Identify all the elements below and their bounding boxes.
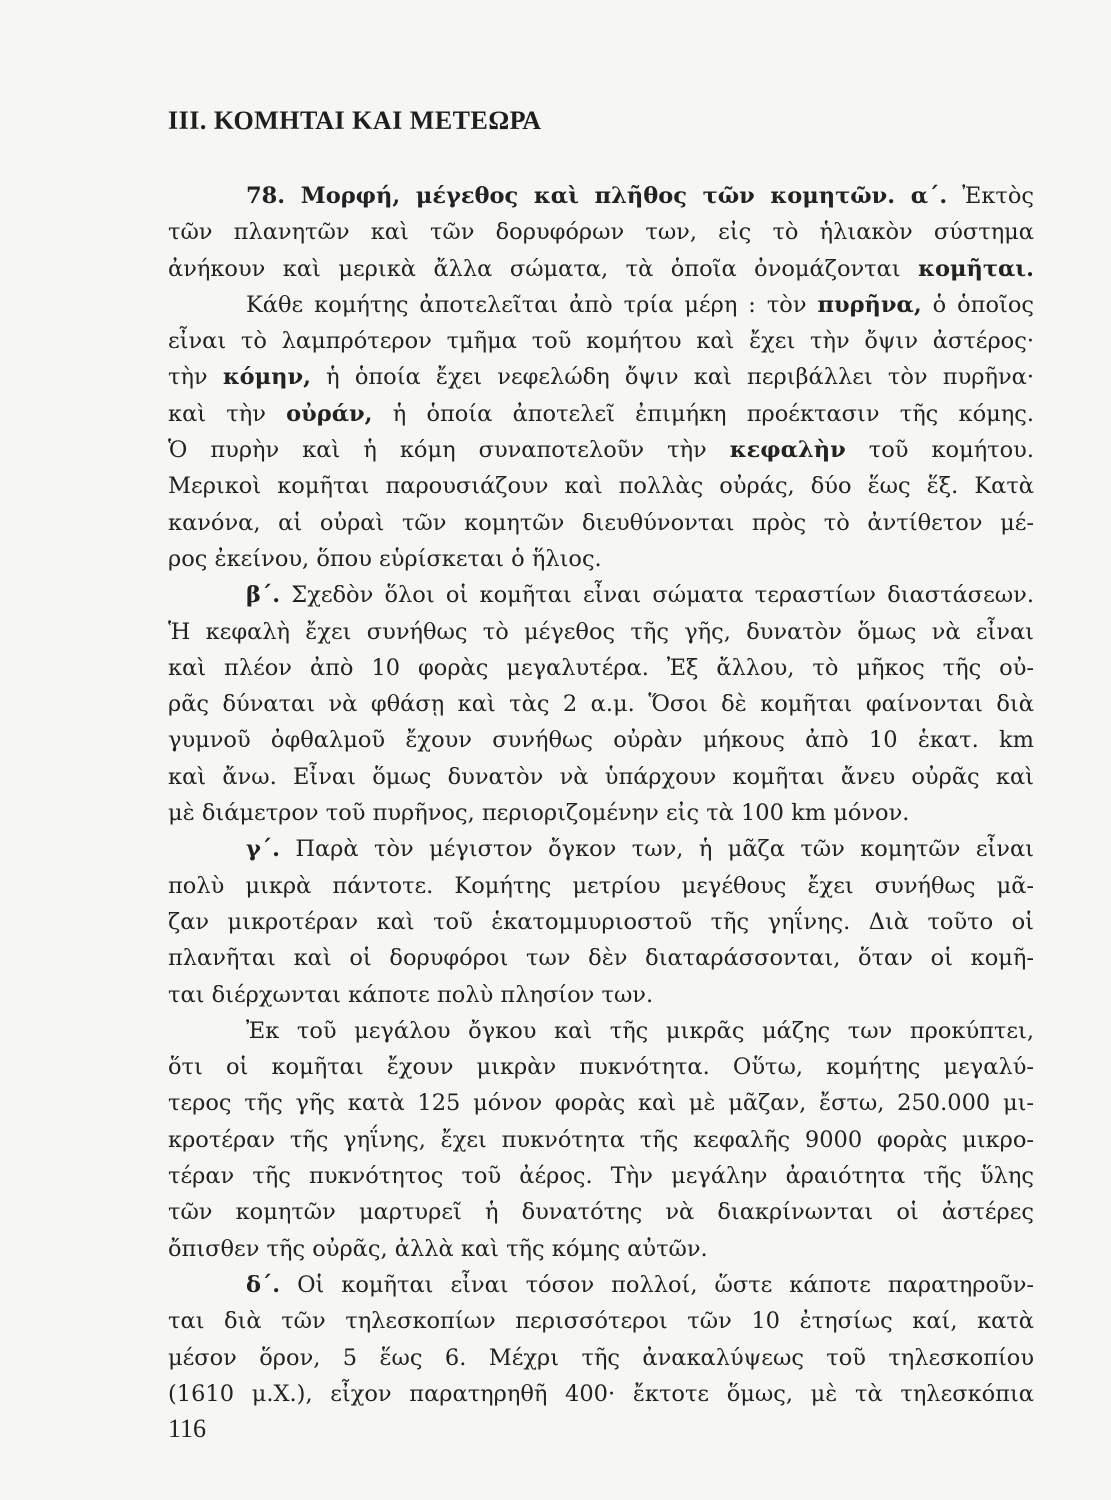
text-line	[168, 795, 1034, 831]
text-segment: Ἐκτὸς	[947, 183, 1034, 209]
text-line	[168, 577, 1034, 613]
text-line	[168, 214, 1034, 250]
text-line	[168, 831, 1034, 867]
bold-text: δ΄.	[246, 1271, 281, 1298]
text-line	[168, 614, 1034, 650]
bold-text: κομῆται.	[918, 255, 1034, 282]
text-line	[168, 1049, 1034, 1085]
text-segment: Παρὰ τὸν μέγιστον ὄγκον των, ἡ μᾶζα τῶν κομητῶν εἶναι	[279, 836, 1034, 863]
text-segment: κανόνα, αἱ οὐραὶ τῶν κομητῶν διευθύνονται πρὸς τὸ ἀντίθετον μέ-	[168, 509, 1034, 536]
bold-text: γ΄.	[246, 836, 280, 863]
text-line	[168, 650, 1034, 686]
text-line	[168, 1122, 1034, 1158]
text-line	[168, 977, 1034, 1013]
text-line	[168, 1158, 1034, 1194]
text-segment: τῶν κομητῶν μαρτυρεῖ ἡ δυνατότης νὰ διακρίνωνται οἱ ἀστέρες	[168, 1199, 1034, 1226]
text-segment: καὶ ἄνω. Εἶναι ὅμως δυνατὸν νὰ ὑπάρχουν κομῆται ἄνευ οὐρᾶς καὶ	[168, 763, 1034, 790]
text-line	[168, 868, 1034, 904]
text-segment: πολὺ μικρὰ πάντοτε. Κομήτης μετρίου μεγέθους ἔχει συνήθως μᾶ-	[168, 872, 1034, 899]
text-segment: Κάθε κομήτης ἀποτελεῖται ἀπὸ τρία μέρη : τὸν	[246, 291, 818, 318]
text-segment: τὴν	[168, 364, 223, 391]
text-line	[168, 505, 1034, 541]
body-text	[168, 178, 1034, 1412]
text-line	[168, 686, 1034, 722]
text-segment: πλανῆται καὶ οἱ δορυφόροι των δὲν διαταράσσονται, ὅταν οἱ κομῆ-	[168, 945, 1034, 972]
text-line	[168, 1013, 1034, 1049]
text-segment: τοῦ κομήτου.	[845, 437, 1034, 464]
text-segment: Ὁ πυρὴν καὶ ἡ κόμη συναποτελοῦν τὴν	[168, 437, 730, 464]
text-line	[168, 1303, 1034, 1339]
text-segment: ται διέρχωνται κάποτε πολὺ πλησίον των.	[168, 981, 654, 1008]
text-segment: ὅτι οἱ κομῆται ἔχουν μικρὰν πυκνότητα. Οὕτω, κομήτης μεγαλύ-	[168, 1054, 1034, 1081]
text-segment: ζαν μικροτέραν καὶ τοῦ ἑκατομμυριοστοῦ τῆς γηΐνης. Διὰ τοῦτο οἱ	[168, 908, 1034, 935]
text-segment: ρος ἐκείνου, ὅπου εὑρίσκεται ὁ ἥλιος.	[168, 545, 602, 572]
text-segment: Οἱ κομῆται εἶναι τόσον πολλοί, ὥστε κάποτε παρατηροῦν-	[280, 1271, 1034, 1298]
text-line	[168, 722, 1034, 758]
text-segment: ἡ ὁποία ἀποτελεῖ ἐπιμήκη προέκτασιν τῆς κόμης.	[372, 400, 1034, 427]
text-line	[168, 1340, 1034, 1376]
text-segment: μέσον ὅρον, 5 ἕως 6. Μέχρι τῆς ἀνακαλύψεως τοῦ τηλεσκοπίου	[168, 1344, 1034, 1371]
bold-text: πυρῆνα,	[817, 291, 922, 318]
text-segment: ἀνήκουν καὶ μερικὰ ἄλλα σώματα, τὰ ὁποῖα ὀνομάζονται	[168, 255, 919, 282]
text-line	[168, 759, 1034, 795]
text-segment: Ἡ κεφαλὴ ἔχει συνήθως τὸ μέγεθος τῆς γῆς, δυνατὸν ὅμως νὰ εἶναι	[168, 618, 1034, 645]
bold-text: 78. Μορφή, μέγεθος καὶ πλῆθος τῶν κομητῶν. α΄.	[246, 183, 948, 209]
chapter-title: ΙΙΙ. ΚΟΜΗΤΑΙ ΚΑΙ ΜΕΤΕΩΡΑ	[168, 106, 542, 135]
text-segment: ται διὰ τῶν τηλεσκοπίων περισσότεροι τῶν 10 ἐτησίως καί, κατὰ	[168, 1308, 1034, 1335]
text-segment: εἶναι τὸ λαμπρότερον τμῆμα τοῦ κομήτου καὶ ἔχει τὴν ὄψιν ἀστέρος·	[168, 328, 1034, 355]
text-segment: ρᾶς δύναται νὰ φθάσῃ καὶ τὰς 2 α.μ. Ὅσοι δὲ κομῆται φαίνονται διὰ	[168, 691, 1034, 718]
text-segment: Ἐκ τοῦ μεγάλου ὄγκου καὶ τῆς μικρᾶς μάζης των προκύπτει,	[246, 1017, 1034, 1044]
text-line	[168, 904, 1034, 940]
text-segment: κροτέραν τῆς γηΐνης, ἔχει πυκνότητα τῆς κεφαλῆς 9000 φορὰς μικρο-	[168, 1126, 1034, 1153]
text-line	[168, 1085, 1034, 1121]
text-line	[168, 432, 1034, 468]
text-line	[168, 396, 1034, 432]
text-segment: ὁ ὁποῖος	[921, 291, 1034, 318]
text-line	[168, 1231, 1034, 1267]
text-line	[168, 359, 1034, 395]
text-line	[168, 541, 1034, 577]
text-segment: ὄπισθεν τῆς οὐρᾶς, ἀλλὰ καὶ τῆς κόμης αὐτῶν.	[168, 1235, 708, 1262]
text-segment: τερος τῆς γῆς κατὰ 125 μόνον φορὰς καὶ μὲ μᾶζαν, ἔστω, 250.000 μι-	[168, 1090, 1034, 1117]
text-segment: Σχεδὸν ὅλοι οἱ κομῆται εἶναι σώματα τεραστίων διαστάσεων.	[280, 582, 1034, 609]
bold-text: β΄.	[246, 582, 281, 609]
text-segment: μὲ διάμετρον τοῦ πυρῆνος, περιοριζομένην εἰς τὰ 100 km μόνον.	[168, 800, 910, 827]
text-line	[168, 1194, 1034, 1230]
text-segment: ἡ ὁποία ἔχει νεφελώδη ὄψιν καὶ περιβάλλει τὸν πυρῆνα·	[310, 364, 1034, 391]
bold-text: κεφαλὴν	[729, 437, 846, 464]
text-line	[168, 940, 1034, 976]
text-line	[168, 1376, 1034, 1412]
bold-text: οὐράν,	[286, 400, 373, 427]
text-line	[168, 323, 1034, 359]
text-segment: τέραν τῆς πυκνότητος τοῦ ἀέρος. Τὴν μεγάλην ἀραιότητα τῆς ὕλης	[168, 1163, 1034, 1190]
text-line	[168, 178, 1034, 214]
text-segment: καὶ τὴν	[168, 400, 287, 427]
text-segment: τῶν πλανητῶν καὶ τῶν δορυφόρων των, εἰς τὸ ἡλιακὸν σύστημα	[168, 219, 1034, 246]
bold-text: κόμην,	[222, 364, 311, 391]
text-segment: γυμνοῦ ὀφθαλμοῦ ἔχουν συνήθως οὐρὰν μήκους ἀπὸ 10 ἑκατ. km	[168, 727, 1034, 754]
text-segment: (1610 μ.Χ.), εἶχον παρατηρηθῆ 400· ἔκτοτε ὅμως, μὲ τὰ τηλεσκόπια	[168, 1380, 1034, 1407]
text-segment: Μερικοὶ κομῆται παρουσιάζουν καὶ πολλὰς οὐράς, δύο ἕως ἕξ. Κατὰ	[168, 473, 1034, 500]
text-line	[168, 1267, 1034, 1303]
text-line	[168, 287, 1034, 323]
text-line	[168, 251, 1034, 287]
page-number: 116	[168, 1414, 207, 1443]
text-line	[168, 468, 1034, 504]
text-segment: καὶ πλέον ἀπὸ 10 φορὰς μεγαλυτέρα. Ἐξ ἄλλου, τὸ μῆκος τῆς οὐ-	[168, 654, 1034, 681]
